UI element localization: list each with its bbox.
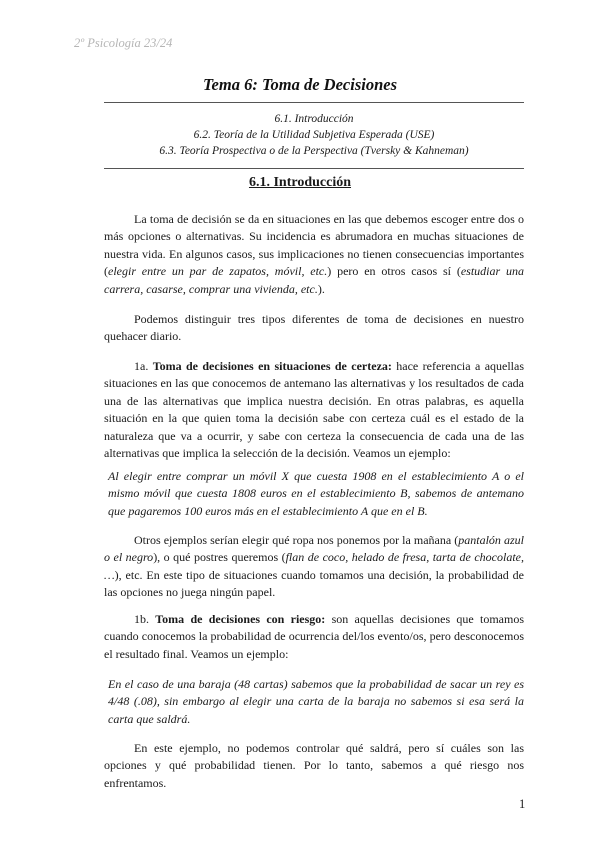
- item-number: 1a.: [134, 359, 153, 373]
- text: hace referencia a aquellas situaciones en las que conocemos de antemano las alternativas y los resultados de cada una de las alternativas que implica nuestra decisión. En otras palabras, es aquella situación en la que quien toma la decisión sabe con certeza cuál es el estado de la naturaleza que va a ocurrir, y sabe con certeza la consecuencia de cada una de las alternativas que implica la selección de la decisión. Veamos un ejemplo:: [104, 359, 525, 461]
- table-of-contents: [104, 111, 524, 159]
- example-text: pantalón azul o el negro: [104, 533, 524, 565]
- text: ).: [317, 281, 325, 296]
- example-text: flan de coco, helado de fresa, tarta de chocolate, …: [104, 550, 524, 582]
- example-block: Al elegir entre comprar un móvil X que cuesta 1908 en el establecimiento A o el mismo móvil que cuesta 1808 euros en el establecimiento B, sabemos de antemano que pagaremos 100 euros más en el establecimiento A que en el B.: [108, 469, 524, 518]
- text: ), o qué postres queremos (: [153, 550, 286, 565]
- paragraph-other-examples: [104, 532, 524, 602]
- paragraph-risk: [104, 611, 524, 663]
- toc-item: 6.2. Teoría de la Utilidad Subjetiva Esperada (USE): [193, 129, 435, 141]
- term-heading: Toma de decisiones en situaciones de certeza:: [152, 359, 392, 373]
- header-course: 2º Psicología 23/24: [74, 36, 173, 50]
- toc-item: 6.1. Introducción: [274, 113, 354, 125]
- paragraph-intro: [104, 211, 524, 298]
- text: ), etc. En este tipo de situaciones cuando tomamos una decisión, la probabilidad de las opciones no juega ningún papel.: [104, 567, 524, 600]
- example-text: estudiar una carrera, casarse, comprar una vivienda, etc.: [104, 264, 524, 296]
- section-heading: 6.1. Introducción: [248, 175, 352, 190]
- text: Otros ejemplos serían elegir qué ropa nos ponemos por la mañana (: [134, 533, 459, 547]
- item-number: 1b.: [134, 612, 156, 626]
- divider-bottom: [104, 168, 524, 169]
- term-heading: Toma de decisiones con riesgo:: [155, 612, 326, 626]
- paragraph-certainty: [104, 358, 524, 462]
- text: son aquellas decisiones que tomamos cuando conocemos la probabilidad de ocurrencia del/los evento/os, pero desconocemos el resultado final. Veamos un ejemplo:: [104, 612, 524, 661]
- text: ) pero en otros casos sí (: [327, 264, 461, 279]
- text: La toma de decisión se da en situaciones en las que debemos escoger entre dos o más opciones o alternativas. Su incidencia es abrumadora en muchas situaciones de nuestra vida. En algunos casos, sus implicaciones no tienen consecuencias importantes (: [104, 212, 524, 279]
- document-title: Tema 6: Toma de Decisiones: [202, 75, 397, 94]
- paragraph-conclusion: En este ejemplo, no podemos controlar qué saldrá, pero sí cuáles son las opciones y qué probabilidad tienen. Por lo tanto, sabemos a qué riesgo nos enfrentamos.: [104, 741, 524, 790]
- example-text: elegir entre un par de zapatos, móvil, etc.: [108, 264, 328, 279]
- paragraph-types: Podemos distinguir tres tipos diferentes de toma de decisiones en nuestro quehacer diario.: [104, 312, 524, 344]
- toc-item: 6.3. Teoría Prospectiva o de la Perspectiva (Tversky & Kahneman): [159, 145, 469, 157]
- divider-top: [104, 102, 524, 103]
- example-block: En el caso de una baraja (48 cartas) sabemos que la probabilidad de sacar un rey es 4/48 (.08), sin embargo al elegir una carta de la baraja no sabemos si esa será la carta que saldrá.: [108, 677, 524, 726]
- page-number: 1: [519, 797, 526, 811]
